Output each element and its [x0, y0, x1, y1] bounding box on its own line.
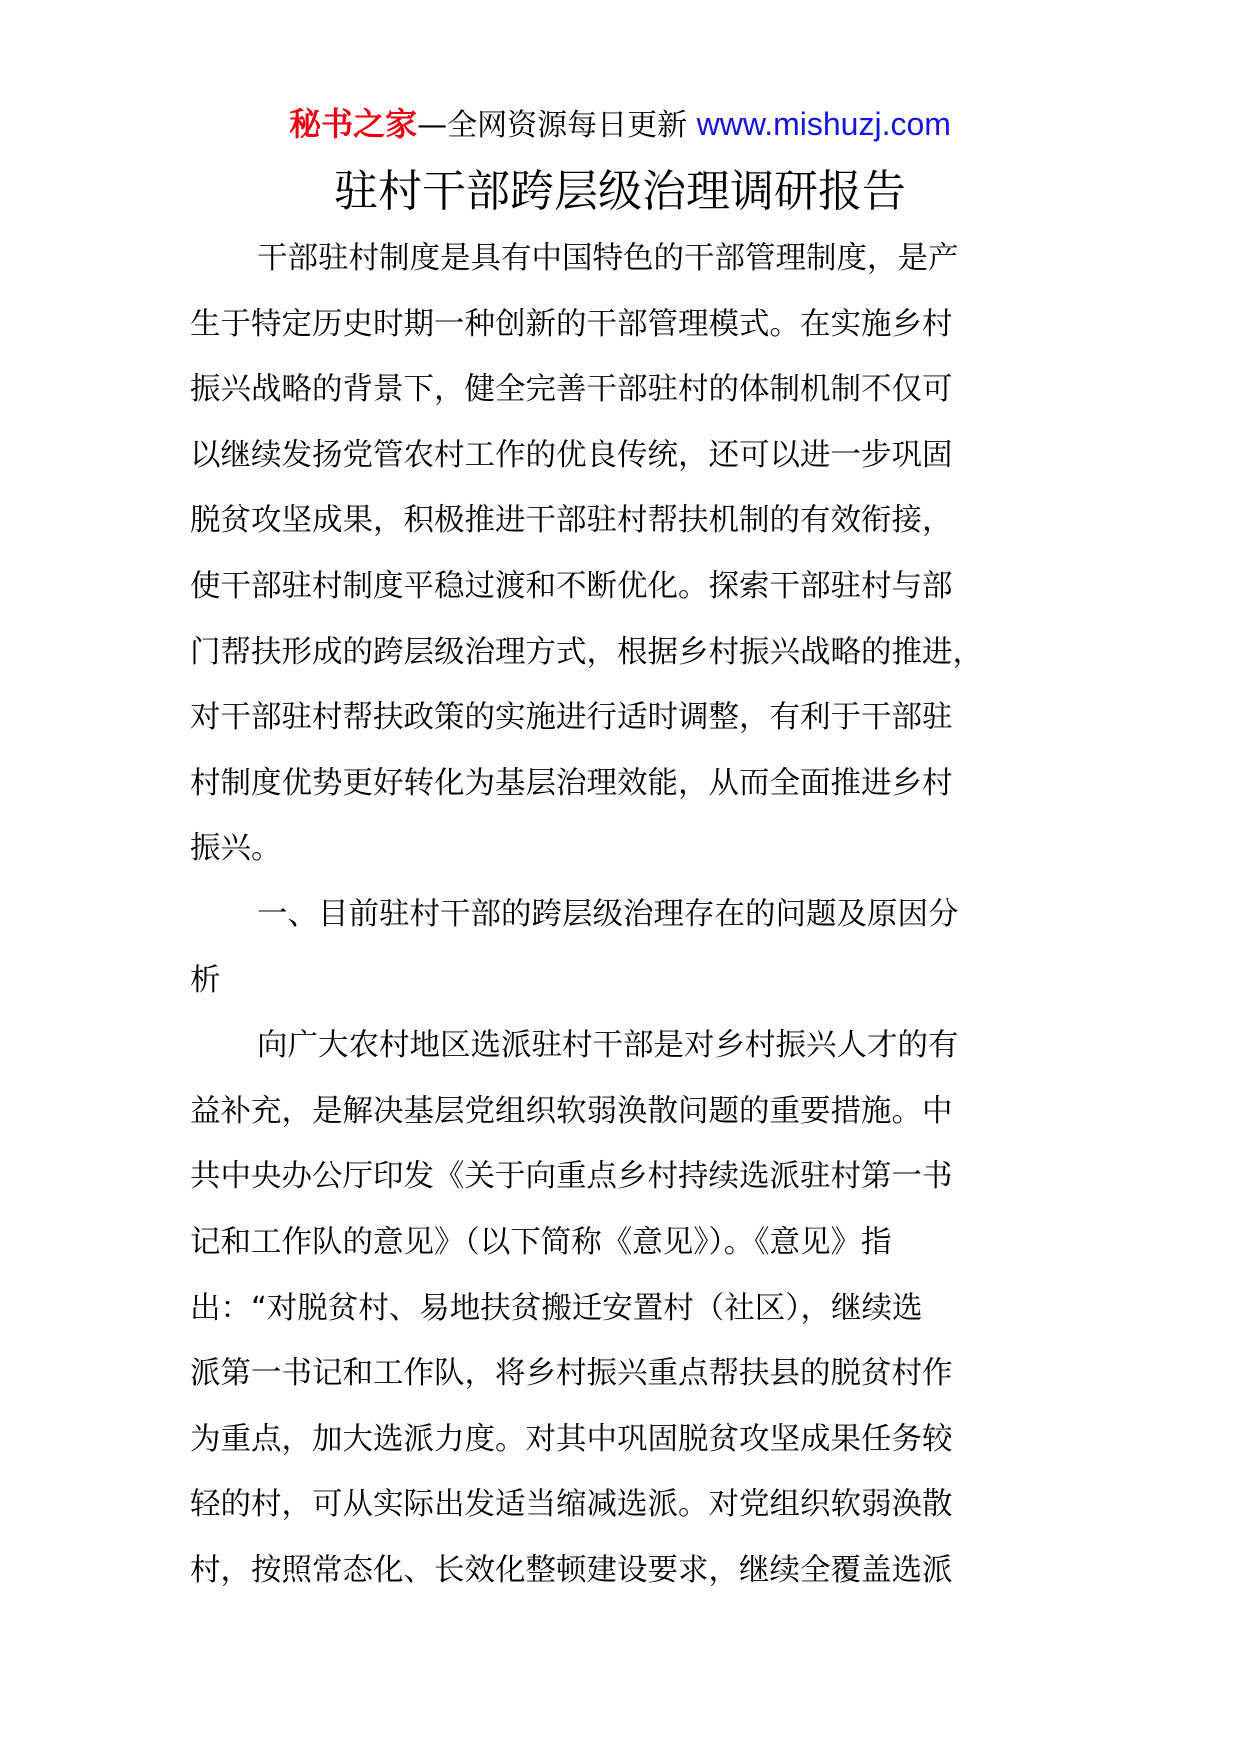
site-url-link[interactable]: www.mishuzj.com	[696, 106, 951, 142]
paragraph-line: 振兴战略的背景下，健全完善干部驻村的体制机制不仅可	[190, 372, 953, 408]
paragraph-line: 出：“对脱贫村、易地扶贫搬迁安置村（社区），继续选	[190, 1290, 923, 1326]
brand-name: 秘书之家	[289, 105, 418, 143]
section-heading-line: 一、目前驻村干部的跨层级治理存在的问题及原因分	[257, 896, 959, 932]
paragraph-line: 使干部驻村制度平稳过渡和不断优化。探索干部驻村与部	[190, 568, 953, 604]
document-title: 驻村干部跨层级治理调研报告	[334, 166, 906, 217]
paragraph-line: 生于特定历史时期一种创新的干部管理模式。在实施乡村	[190, 306, 953, 342]
site-tagline: —全网资源每日更新	[417, 108, 697, 143]
paragraph-line: 门帮扶形成的跨层级治理方式，根据乡村振兴战略的推进，	[190, 634, 983, 670]
paragraph-line: 以继续发扬党管农村工作的优良传统，还可以进一步巩固	[190, 437, 953, 473]
site-header	[0, 102, 1240, 148]
paragraph-line: 派第一书记和工作队，将乡村振兴重点帮扶县的脱贫村作	[190, 1356, 953, 1392]
paragraph-line: 村制度优势更好转化为基层治理效能，从而全面推进乡村	[190, 765, 953, 801]
paragraph-line: 为重点，加大选派力度。对其中巩固脱贫攻坚成果任务较	[190, 1421, 953, 1457]
paragraph-line: 振兴。	[190, 831, 282, 867]
paragraph-line: 脱贫攻坚成果，积极推进干部驻村帮扶机制的有效衔接，	[190, 503, 953, 539]
paragraph-line: 益补充，是解决基层党组织软弱涣散问题的重要措施。中	[190, 1093, 953, 1129]
paragraph-line: 干部驻村制度是具有中国特色的干部管理制度，是产	[257, 241, 959, 276]
paragraph-line: 轻的村，可从实际出发适当缩减选派。对党组织软弱涣散	[190, 1487, 953, 1523]
paragraph-line: 对干部驻村帮扶政策的实施进行适时调整，有利于干部驻	[190, 700, 953, 736]
paragraph-line: 记和工作队的意见》（以下简称《意见》）。《意见》指	[190, 1224, 892, 1260]
section-heading-line: 析	[190, 962, 221, 998]
document-body	[190, 226, 1090, 1603]
paragraph-line: 共中央办公厅印发《关于向重点乡村持续选派驻村第一书	[190, 1159, 953, 1195]
paragraph-line: 村，按照常态化、长效化整顿建设要求，继续全覆盖选派	[190, 1552, 953, 1588]
paragraph-line: 向广大农村地区选派驻村干部是对乡村振兴人才的有	[257, 1028, 959, 1064]
